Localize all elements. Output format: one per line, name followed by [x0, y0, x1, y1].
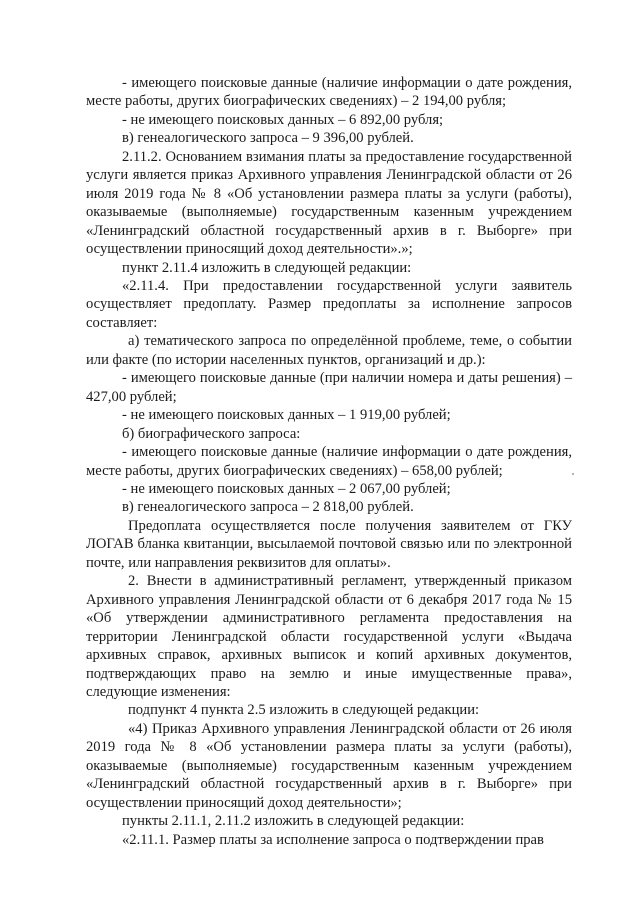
- paragraph: пункты 2.11.1, 2.11.2 изложить в следующей редакции:: [122, 813, 465, 830]
- paragraph: а) тематического запроса по определённой проблеме, теме, о событии или факте (по истории населенных пунктов, организаций и др.):: [86, 333, 572, 368]
- paragraph: - не имеющего поисковых данных – 2 067,00 рублей;: [122, 480, 451, 497]
- paragraph: 2.11.2. Основанием взимания платы за предоставление государственной услуги является приказ Архивного управления Ленинградской области от 26 июля 2019 года № 8 «Об установлении размера платы за услуги (работы), оказываемые (выполняемые) государственным казенным учреждением «Ленинградский областной государственный архив в г. Выборге» при осуществлении приносящий доход деятельности».»;: [86, 148, 572, 258]
- paragraph: Предоплата осуществляется после получения заявителем от ГКУ ЛОГАВ бланка квитанции, высылаемой почтовой связью или по электронной почте, или направления реквизитов для оплаты».: [86, 517, 572, 571]
- paragraph: «2.11.4. При предоставлении государственной услуги заявитель осуществляет предоплату. Размер предоплаты за исполнение запросов составляет:: [86, 277, 572, 331]
- paragraph: 2. Внести в административный регламент, утвержденный приказом Архивного управления Ленинградской области от 6 декабря 2017 года № 15 «Об утверждении административного регламента предоставления на территории Ленинградской области государственной услуги «Выдача архивных справок, архивных выписок и копий архивных документов, подтверждающих право на землю и иные имущественные права», следующие изменения:: [86, 573, 572, 700]
- paragraph: б) биографического запроса:: [122, 425, 301, 442]
- paragraph: - имеющего поисковые данные (наличие информации о дате рождения, месте работы, других биографических сведениях) – 2 194,00 рубля;: [86, 75, 572, 110]
- document-body: [86, 74, 572, 849]
- paragraph: «4) Приказ Архивного управления Ленинградской области от 26 июля 2019 года № 8 «Об установлении размера платы за услуги (работы), оказываемые (выполняемые) государственным казенным учреждением «Ленинградский областной государственный архив в г. Выборге» при осуществлении приносящий доход деятельности»;: [86, 720, 572, 811]
- paragraph: - не имеющего поисковых данных – 1 919,00 рублей;: [122, 407, 451, 424]
- paragraph: - имеющего поисковые данные (при наличии номера и даты решения) – 427,00 рублей;: [86, 370, 572, 405]
- paragraph: пункт 2.11.4 изложить в следующей редакции:: [122, 259, 412, 276]
- paragraph: - имеющего поисковые данные (наличие информации о дате рождения, месте работы, других биографических сведениях) – 658,00 рублей;: [86, 444, 572, 479]
- paragraph: «2.11.1. Размер платы за исполнение запроса о подтверждении прав: [122, 831, 544, 848]
- paragraph: в) генеалогического запроса – 9 396,00 рублей.: [122, 130, 414, 147]
- paragraph: подпункт 4 пункта 2.5 изложить в следующей редакции:: [128, 702, 480, 719]
- paragraph: - не имеющего поисковых данных – 6 892,00 рубля;: [122, 111, 444, 128]
- paragraph: в) генеалогического запроса – 2 818,00 рублей.: [122, 499, 414, 516]
- scan-speck: [572, 473, 574, 475]
